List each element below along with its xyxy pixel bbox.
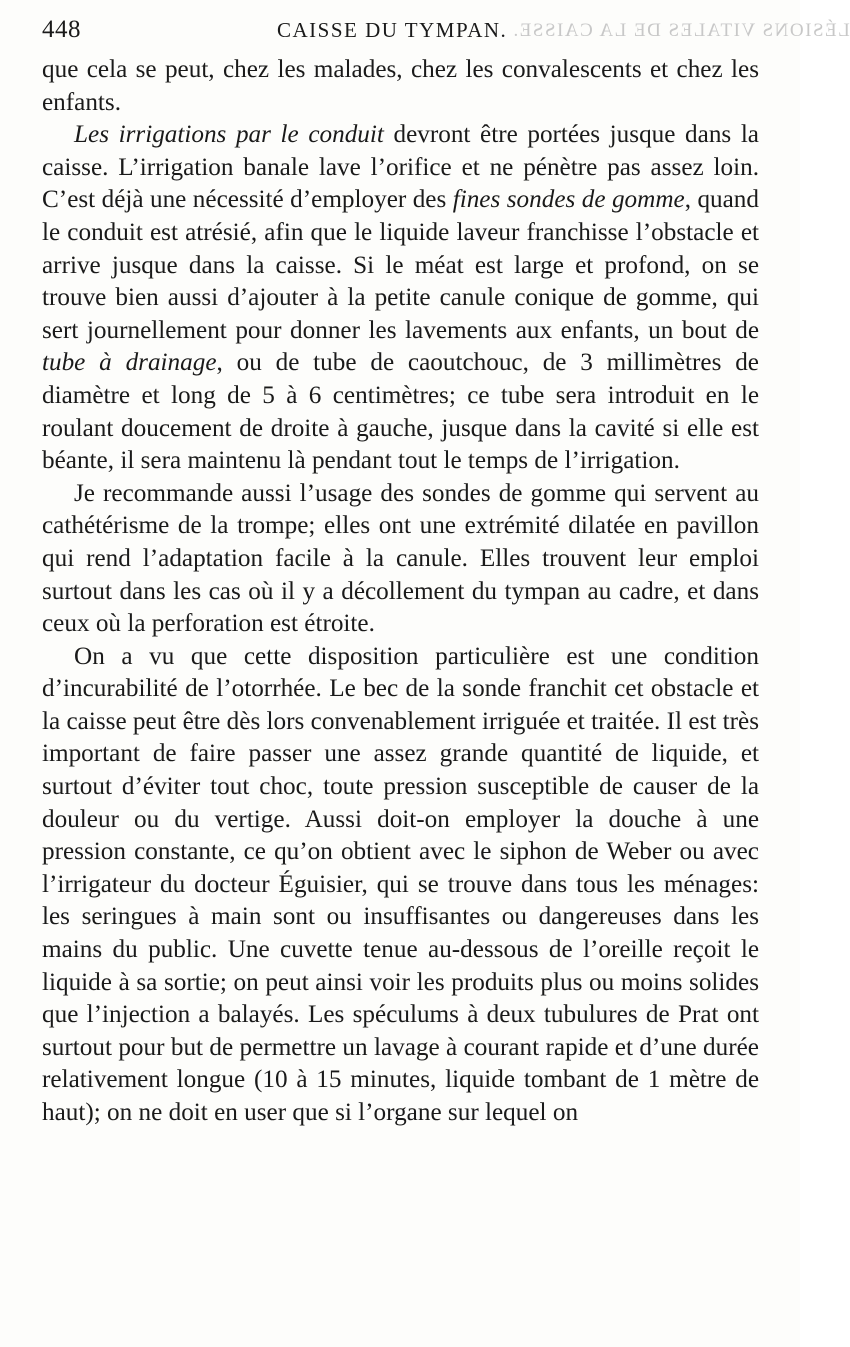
italic-segment: fines sondes de gomme [452,186,685,214]
paragraph [42,641,759,1130]
page-number: 448 [42,16,81,43]
paragraph [42,54,759,119]
italic-segment: tube à drainage [42,349,217,377]
text-segment: que cela se peut, chez les malades, chez les convalescents et chez les enfants. [42,56,759,116]
text-segment: Je recommande aussi l’usage des sondes de gomme qui servent au cathétérisme de la trompe; elles ont une extrémité dilatée en pavillon qui rend l’adaptation facile à la canule. Elles trouvent leur emploi surtout dans les cas où il y a décollement du tympan au cadre, et dans ceux où la perforation est étroite. [42,479,759,638]
paragraph [42,119,759,478]
text-segment: devront être portées jusque dans la caisse. L’irrigation banale lave l’orifice et ne pénètre pas assez loin. C’est déjà une nécessité d’employer des [42,121,759,214]
running-head: CAISSE DU TYMPAN. [277,18,508,42]
text-segment: On a vu que cette disposition particulière est une condition d’incurabilité de l’otorrhée. Le bec de la sonde franchit cet obstacle et la caisse peut être dès lors convenablement irriguée et traitée. Il est très important de faire passer une assez grande quantité de liquide, et surtout d’éviter tout choc, toute pression susceptible de causer de la douleur ou du vertige. Aussi doit-on employer la douche à une pression constante, ce qu’on obtient avec le siphon de Weber ou avec l’irrigateur du docteur Éguisier, qui se trouve dans tous les ménages: les seringues à main sont ou insuffisantes ou dangereuses dans les mains du public. Une cuvette tenue au-dessous de l’oreille reçoit le liquide à sa sortie; on peut ainsi voir les produits plus ou moins solides que l’injection a balayés. Les spéculums à deux tubulures de Prat ont surtout pour but de permettre un lavage à courant rapide et d’une durée relativement longue (10 à 15 minutes, liquide tombant de 1 mètre de haut); on ne doit en user que si l’organe sur lequel on [42,642,759,1126]
text-segment: , quand le conduit est atrésié, afin que le liquide laveur franchisse l’obstacle et arrive jusque dans la caisse. Si le méat est large et profond, on se trouve bien aussi d’ajouter à la petite canule conique de gomme, qui sert journellement pour donner les lavements aux enfants, un bout de [42,186,759,344]
page-header [42,12,850,46]
body-text [42,54,759,1130]
bleed-through-text: LÉSIONS VITALES DE LA CAISSE. [512,20,850,41]
paragraph [42,478,759,641]
text-segment: , ou de tube de caoutchouc, de 3 millimètres de diamètre et long de 5 à 6 centimètres; ce tube sera introduit en le roulant doucement de droite à gauche, jusque dans la cavité si elle est béante, il sera maintenu là pendant tout le temps de l’irrigation. [42,349,759,475]
italic-segment: Les irrigations par le conduit [74,121,384,149]
